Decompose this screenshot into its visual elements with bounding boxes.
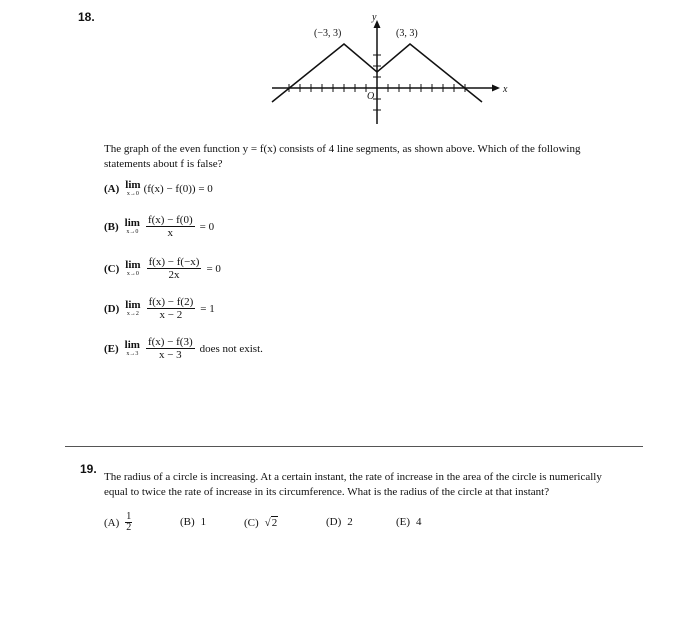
option-radicand: 2 [271, 517, 278, 529]
option-value: 1 [200, 516, 207, 528]
choice-b[interactable] [104, 214, 214, 239]
option-d[interactable] [326, 516, 353, 528]
choice-label: (D) [104, 302, 120, 315]
origin-label: O [367, 91, 375, 102]
question-19-number: 19. [80, 462, 97, 476]
limit-operator: lim x→0 [124, 216, 140, 235]
option-value: 2 [347, 516, 353, 528]
sqrt-icon: √ [264, 516, 271, 529]
question-18-prompt-line2: statements about f is false? [104, 158, 223, 170]
choice-a[interactable] [104, 180, 213, 198]
limit-operator: lim x→2 [125, 298, 141, 317]
fraction: $\frac{f(x) - f(0)}{x}$ [147, 214, 193, 239]
limit-operator: lim x→3 [124, 338, 140, 357]
choice-e[interactable] [104, 336, 263, 361]
choice-c[interactable] [104, 256, 221, 281]
question-19-prompt [104, 470, 694, 500]
x-axis-label: x [503, 84, 508, 95]
choice-expression: (f(x) − f(0)) = 0 [143, 183, 213, 195]
choice-rhs: = 0 [206, 262, 221, 275]
question-18-prompt [104, 142, 684, 172]
option-label: (B) [180, 516, 195, 528]
question-18-number: 18. [78, 10, 95, 24]
point-left-label: (−3, 3) [314, 28, 342, 39]
option-c[interactable] [244, 516, 278, 529]
option-e[interactable] [396, 516, 422, 528]
limit-operator: lim x→0 [125, 258, 141, 277]
option-label: (D) [326, 516, 342, 528]
function-graph [268, 12, 528, 132]
fraction: $\frac{f(x) - f(3)}{x - 3}$ [147, 336, 193, 361]
x-axis-arrow [492, 85, 500, 92]
choice-label: (B) [104, 220, 119, 233]
fraction: $\frac{f(x) - f(2)}{x - 2}$ [148, 296, 194, 321]
choice-rhs: does not exist. [199, 342, 263, 355]
choice-rhs: = 1 [200, 302, 215, 315]
choice-label: (C) [104, 262, 120, 275]
choice-label: (A) [104, 183, 120, 195]
question-18-prompt-line1: The graph of the even function y = f(x) consists of 4 line segments, as shown above. Which of the following [104, 143, 581, 155]
fraction: $\frac{f(x) - f(-x)}{2x}$ [148, 256, 200, 281]
limit-operator: lim x→0 [125, 179, 141, 197]
y-axis-label: y [372, 12, 377, 23]
question-19-prompt-line1: The radius of a circle is increasing. At a certain instant, the rate of increase in the area of the circle is numerically [104, 471, 602, 483]
option-a[interactable] [104, 512, 132, 533]
fraction: $\frac{1}{2}$ [126, 511, 132, 533]
point-right-label: (3, 3) [396, 28, 418, 39]
option-label: (E) [396, 516, 411, 528]
option-label: (C) [244, 516, 259, 529]
option-label: (A) [104, 516, 120, 529]
choice-rhs: = 0 [199, 220, 215, 233]
choice-d[interactable] [104, 296, 215, 321]
section-divider [65, 446, 643, 447]
question-19-prompt-line2: equal to twice the rate of increase in its circumference. What is the radius of the circle at that instant? [104, 486, 550, 498]
option-b[interactable] [180, 516, 206, 528]
option-value: 4 [416, 516, 422, 528]
choice-label: (E) [104, 342, 119, 355]
